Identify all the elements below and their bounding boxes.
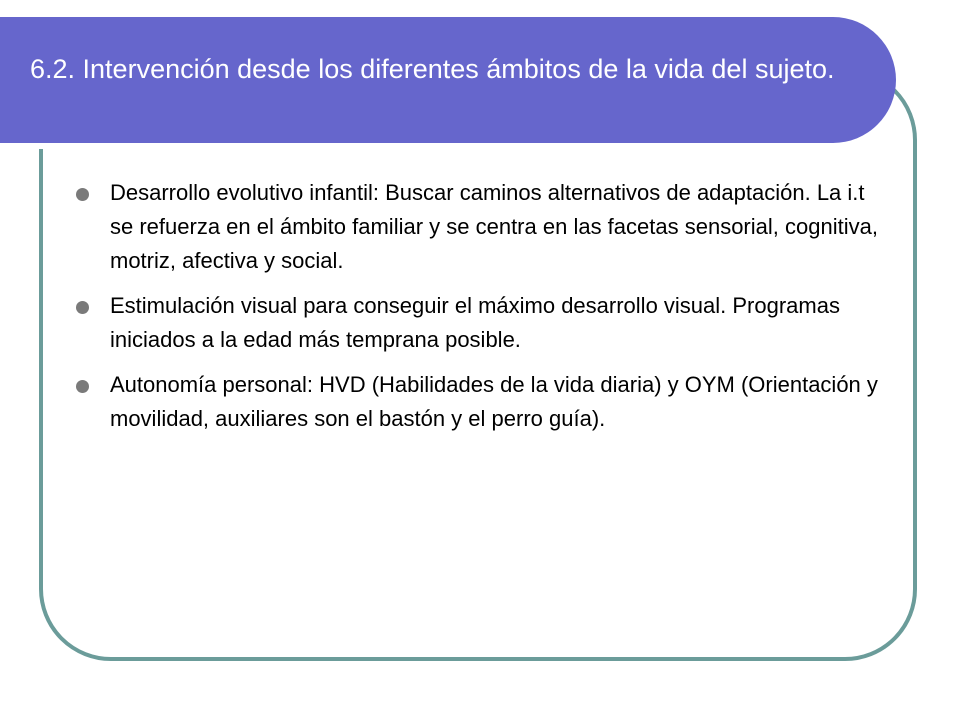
bullet-list — [70, 176, 878, 447]
bullet-item — [70, 176, 878, 278]
title-bar — [0, 17, 896, 143]
title-underline — [28, 143, 848, 149]
bullet-dot-icon — [76, 188, 89, 201]
bullet-dot-icon — [76, 380, 89, 393]
bullet-text: Estimulación visual para conseguir el máximo desarrollo visual. Programas iniciados a la edad más temprana posible. — [110, 293, 840, 352]
bullet-text: Desarrollo evolutivo infantil: Buscar caminos alternativos de adaptación. La i.t se refuerza en el ámbito familiar y se centra en las facetas sensorial, cognitiva, motriz, afectiva y social. — [110, 180, 878, 273]
bullet-item — [70, 368, 878, 436]
bullet-item — [70, 289, 878, 357]
slide-title: 6.2. Intervención desde los diferentes ámbitos de la vida del sujeto. — [30, 54, 835, 84]
bullet-text: Autonomía personal: HVD (Habilidades de la vida diaria) y OYM (Orientación y movilidad, auxiliares son el bastón y el perro guía). — [110, 372, 878, 431]
bullet-dot-icon — [76, 301, 89, 314]
